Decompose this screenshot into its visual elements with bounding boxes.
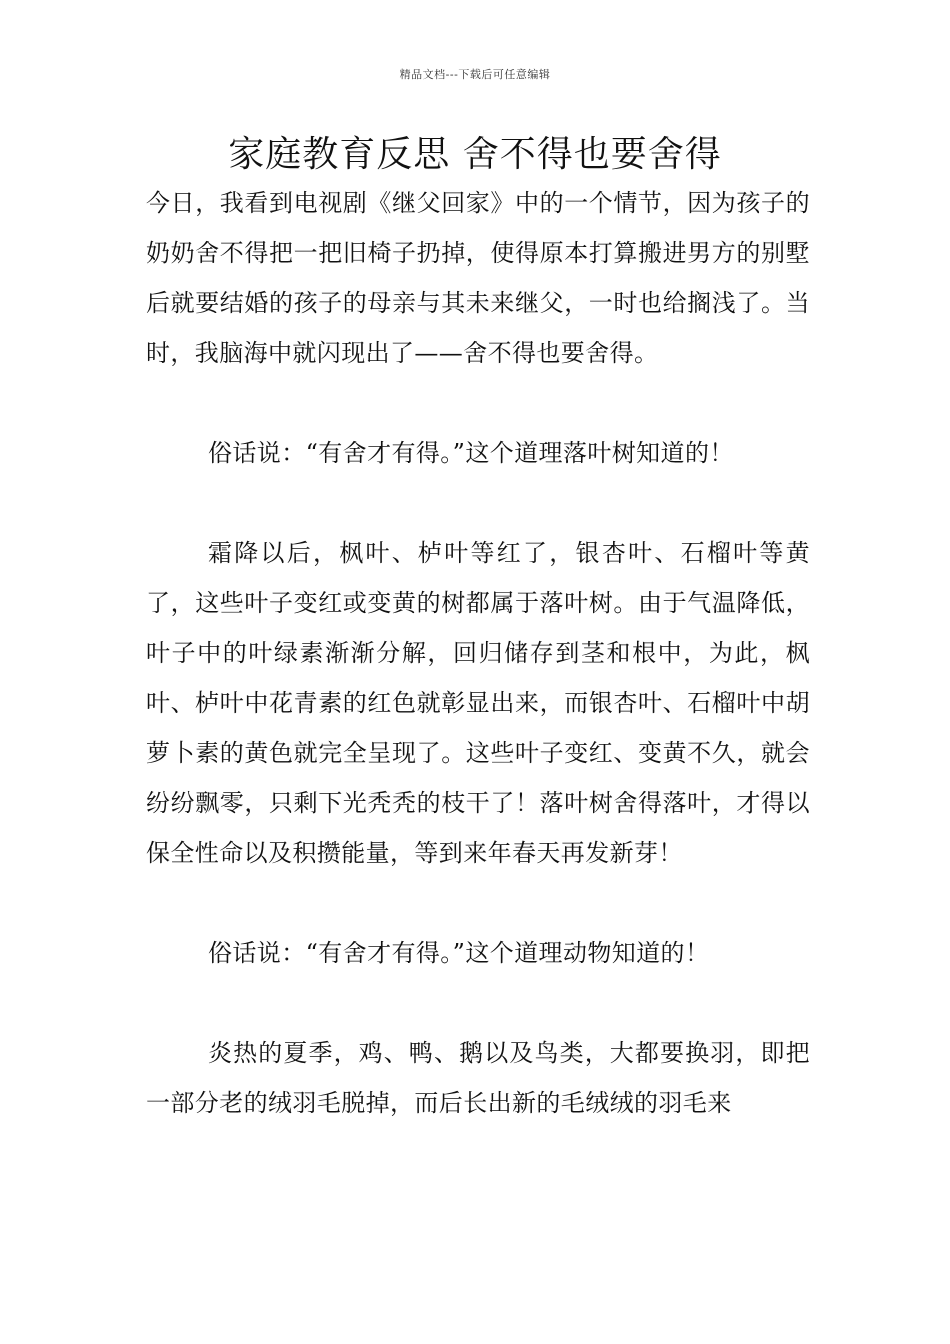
header-note: 精品文档---下载后可任意编辑 [399,68,551,81]
paragraph-spacer [146,978,810,1028]
document-title: 家庭教育反思 舍不得也要舍得 [228,134,722,175]
paragraph-spacer [146,878,810,928]
paragraph-saying-leaves: 俗话说：“有舍才有得。”这个道理落叶树知道的！ [208,439,734,467]
paragraph-spacer [146,378,810,428]
document-body [146,178,810,1128]
paragraph-saying-animals: 俗话说：“有舍才有得。”这个道理动物知道的！ [208,939,710,967]
paragraph-molting-birds: 炎热的夏季，鸡、鸭、鹅以及鸟类，大都要换羽，即把一部分老的绒羽毛脱掉，而后长出新的毛绒绒的羽毛来 [146,1039,810,1117]
paragraph-intro: 今日，我看到电视剧《继父回家》中的一个情节，因为孩子的奶奶舍不得把一把旧椅子扔掉，使得原本打算搬进男方的别墅后就要结婚的孩子的母亲与其未来继父，一时也给搁浅了。当时，我脑海中就闪现出了——舍不得也要舍得。 [146,189,810,367]
paragraph-deciduous-trees: 霜降以后，枫叶、栌叶等红了，银杏叶、石榴叶等黄了，这些叶子变红或变黄的树都属于落叶树。由于气温降低，叶子中的叶绿素渐渐分解，回归储存到茎和根中，为此，枫叶、栌叶中花青素的红色就彰显出来，而银杏叶、石榴叶中胡萝卜素的黄色就完全呈现了。这些叶子变红、变黄不久，就会纷纷飘零，只剩下光秃秃的枝干了！落叶树舍得落叶，才得以保全性命以及积攒能量，等到来年春天再发新芽！ [146,539,810,867]
paragraph-spacer [146,478,810,528]
